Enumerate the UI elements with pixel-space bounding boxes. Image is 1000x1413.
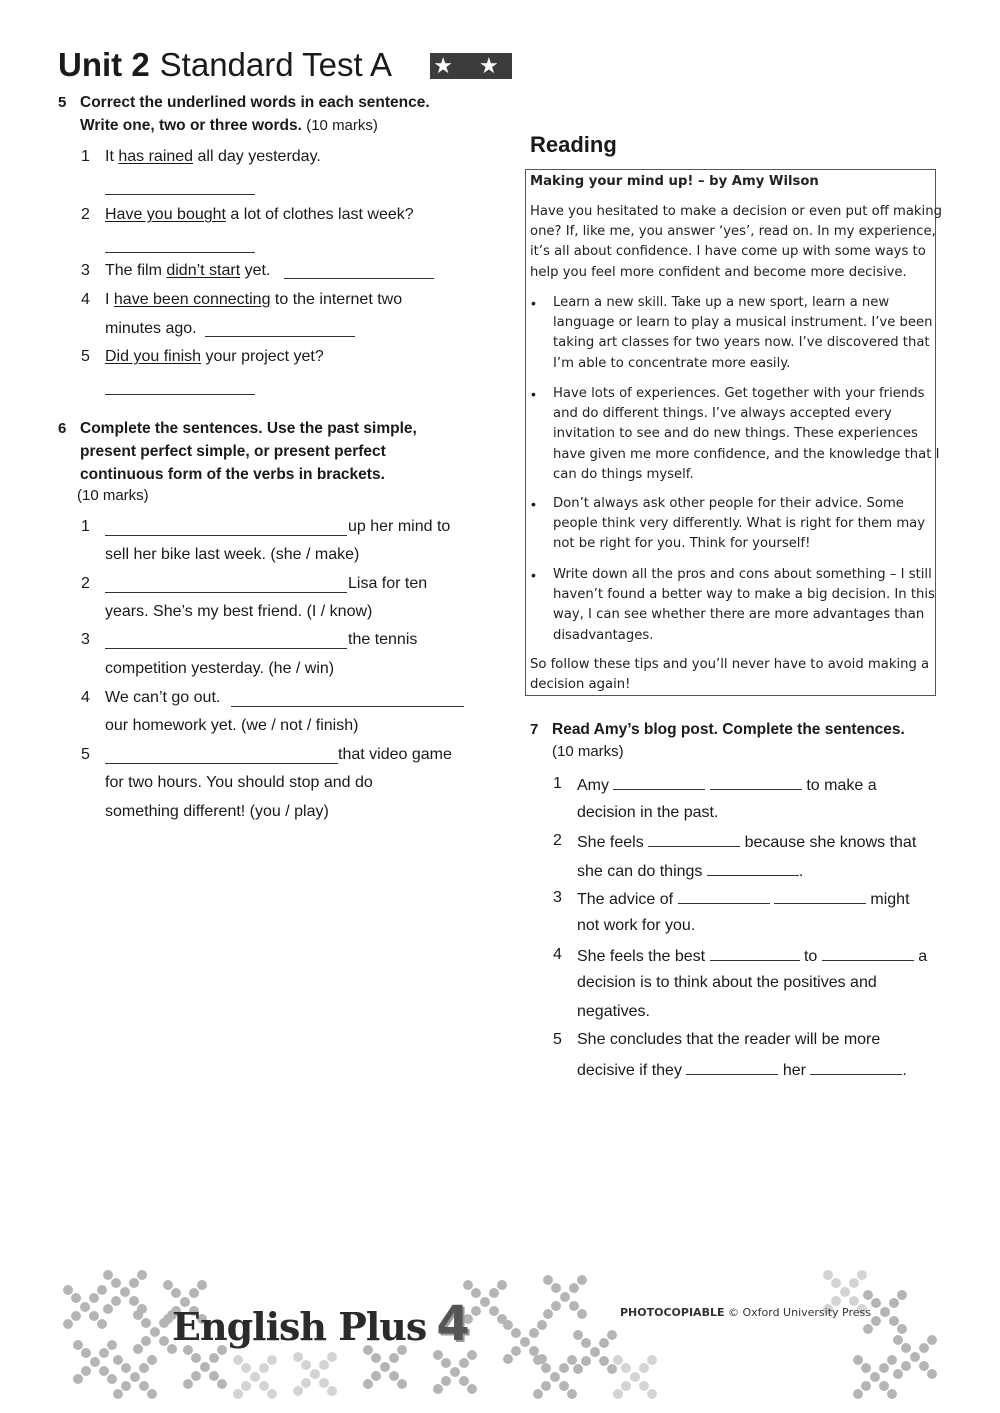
- answer-blank[interactable]: [105, 578, 347, 593]
- underlined-words: didn’t start: [166, 262, 241, 279]
- underlined-words: have been connecting: [113, 291, 271, 308]
- reading-heading: Reading: [530, 132, 617, 157]
- q6-item-3-line-2: competition yesterday. (he / win): [105, 660, 335, 677]
- q6-number: 6: [58, 420, 67, 437]
- q6-item-5-text: that video game: [338, 746, 452, 763]
- q6-item-5-line-2: for two hours. You should stop and do: [105, 774, 373, 791]
- q7-item-2-number: 2: [553, 832, 562, 849]
- q7-item-1-number: 1: [553, 775, 562, 792]
- answer-blank[interactable]: [774, 889, 866, 904]
- q5-marks: (10 marks): [306, 117, 378, 134]
- q7-item-4-line-3: negatives.: [577, 1003, 650, 1020]
- q7-item-2: She feels because she knows that: [577, 834, 917, 851]
- q6-item-4-number: 4: [81, 689, 90, 706]
- answer-blank[interactable]: [231, 692, 464, 707]
- q5-item-3: The film didn’t start yet.: [105, 262, 271, 279]
- answer-blank[interactable]: [678, 889, 770, 904]
- answer-blank[interactable]: [105, 521, 347, 536]
- q5-instruction-line-1: Correct the underlined words in each sentence.: [80, 94, 430, 111]
- answer-blank[interactable]: [707, 861, 799, 876]
- answer-blank[interactable]: [710, 775, 802, 790]
- copyright-notice: PHOTOCOPIABLE © Oxford University Press: [620, 1306, 871, 1319]
- q5-item-2: Have you bought a lot of clothes last week?: [105, 206, 414, 223]
- answer-blank[interactable]: [105, 238, 255, 253]
- q7-item-3-number: 3: [553, 889, 562, 906]
- q6-item-2-text: Lisa for ten: [348, 575, 428, 592]
- underlined-words: has rained: [118, 148, 194, 165]
- q6-item-5-number: 5: [81, 746, 90, 763]
- q6-item-1-number: 1: [81, 518, 90, 535]
- bullet-icon: •: [531, 567, 536, 583]
- q6-item-4-text: We can’t go out.: [105, 689, 221, 706]
- q7-item-4-line-2: decision is to think about the positives and: [577, 974, 877, 991]
- q5-item-5-number: 5: [81, 348, 90, 365]
- passage-tip-4: Write down all the pros and cons about something – I still haven’t found a better way to make a big decision. In this way, I can see whether there are more advantages than disadvantages.: [553, 567, 935, 643]
- q7-number: 7: [530, 721, 539, 738]
- answer-blank[interactable]: [686, 1060, 778, 1075]
- q5-item-1-number: 1: [81, 148, 90, 165]
- answer-blank[interactable]: [284, 264, 434, 279]
- q5-number: 5: [58, 94, 67, 111]
- answer-blank[interactable]: [810, 1060, 902, 1075]
- q6-item-3-number: 3: [81, 631, 90, 648]
- q5-item-2-number: 2: [81, 206, 90, 223]
- q7-marks: (10 marks): [552, 743, 624, 760]
- q5-item-4-line-2: minutes ago.: [105, 320, 197, 337]
- answer-blank[interactable]: [613, 775, 705, 790]
- q7-item-5: She concludes that the reader will be more: [577, 1031, 881, 1048]
- q6-item-4-line-2: our homework yet. (we / not / finish): [105, 717, 359, 734]
- answer-blank[interactable]: [822, 946, 914, 961]
- passage-tip-3: Don’t always ask other people for their advice. Some people think very differently. What is right for them may not be right for you. Think for yourself!: [553, 496, 926, 552]
- q5-item-1: It has rained all day yesterday.: [105, 148, 321, 165]
- q5-instruction: [80, 91, 430, 137]
- q6-item-2-line-2: years. She’s my best friend. (I / know): [105, 603, 373, 620]
- bullet-icon: •: [531, 295, 536, 311]
- underlined-words: Have you bought: [105, 206, 226, 223]
- q7-item-5-number: 5: [553, 1031, 562, 1048]
- q7-item-3-line-2: not work for you.: [577, 917, 696, 934]
- answer-blank[interactable]: [205, 322, 355, 337]
- q5-item-4-number: 4: [81, 291, 90, 308]
- answer-blank[interactable]: [105, 180, 255, 195]
- q7-item-5-line-2: decisive if they her .: [577, 1062, 907, 1079]
- page-title: [58, 46, 392, 84]
- q6-item-1-text: up her mind to: [348, 518, 451, 535]
- brand-logo: English Plus 4: [172, 1296, 469, 1352]
- answer-blank[interactable]: [710, 946, 800, 961]
- q7-item-1-line-2: decision in the past.: [577, 804, 719, 821]
- q5-instruction-line-2: Write one, two or three words.: [80, 117, 302, 134]
- answer-blank[interactable]: [648, 832, 740, 847]
- answer-blank[interactable]: [105, 749, 338, 764]
- difficulty-stars-icon: ★ ★: [430, 53, 512, 79]
- q7-item-2-line-2: she can do things .: [577, 863, 804, 880]
- underlined-words: Did you finish: [105, 348, 202, 365]
- q7-item-3: The advice of might: [577, 891, 910, 908]
- passage-outro: So follow these tips and you’ll never have to avoid making a decision again!: [530, 657, 930, 693]
- q5-item-5: Did you finish your project yet?: [105, 348, 324, 365]
- q6-instruction: Complete the sentences. Use the past simple, present perfect simple, or present perfect continuous form of the verbs in brackets.: [80, 420, 417, 483]
- bullet-icon: •: [531, 496, 536, 512]
- passage-title: Making your mind up! – by Amy Wilson: [530, 174, 819, 189]
- q7-item-1: Amy to make a: [577, 777, 877, 794]
- test-label: Standard Test A: [159, 46, 393, 83]
- passage-tip-1: Learn a new skill. Take up a new sport, learn a new language or learn to play a musical instrument. I’ve been taking art classes for two years now. I’ve discovered that I’m able to concentrate more easily.: [553, 295, 933, 371]
- q5-item-3-number: 3: [81, 262, 90, 279]
- q5-item-4: I have been connecting to the internet two: [105, 291, 403, 308]
- q6-item-3-text: the tennis: [348, 631, 418, 648]
- q6-item-1-line-2: sell her bike last week. (she / make): [105, 546, 360, 563]
- q6-marks: (10 marks): [77, 487, 149, 504]
- q6-item-5-line-3: something different! (you / play): [105, 803, 329, 820]
- q7-instruction: Read Amy’s blog post. Complete the sentences.: [552, 721, 905, 738]
- answer-blank[interactable]: [105, 634, 347, 649]
- bullet-icon: •: [531, 386, 536, 402]
- q7-item-4: She feels the best to a: [577, 948, 928, 965]
- q7-item-4-number: 4: [553, 946, 562, 963]
- unit-label: Unit 2: [58, 46, 150, 83]
- passage-intro: Have you hesitated to make a decision or even put off making one? If, like me, you answer ‘yes’, read on. In my experience, it’s all about confidence. I have come up with some ways to help you feel more confident and become more decisive.: [530, 204, 942, 280]
- q6-item-2-number: 2: [81, 575, 90, 592]
- passage-tip-2: Have lots of experiences. Get together with your friends and do different things. I’ve always accepted every invitation to see and do new things. These experiences have given me more confidence, and the knowledge that I can do things myself.: [553, 386, 940, 482]
- answer-blank[interactable]: [105, 380, 255, 395]
